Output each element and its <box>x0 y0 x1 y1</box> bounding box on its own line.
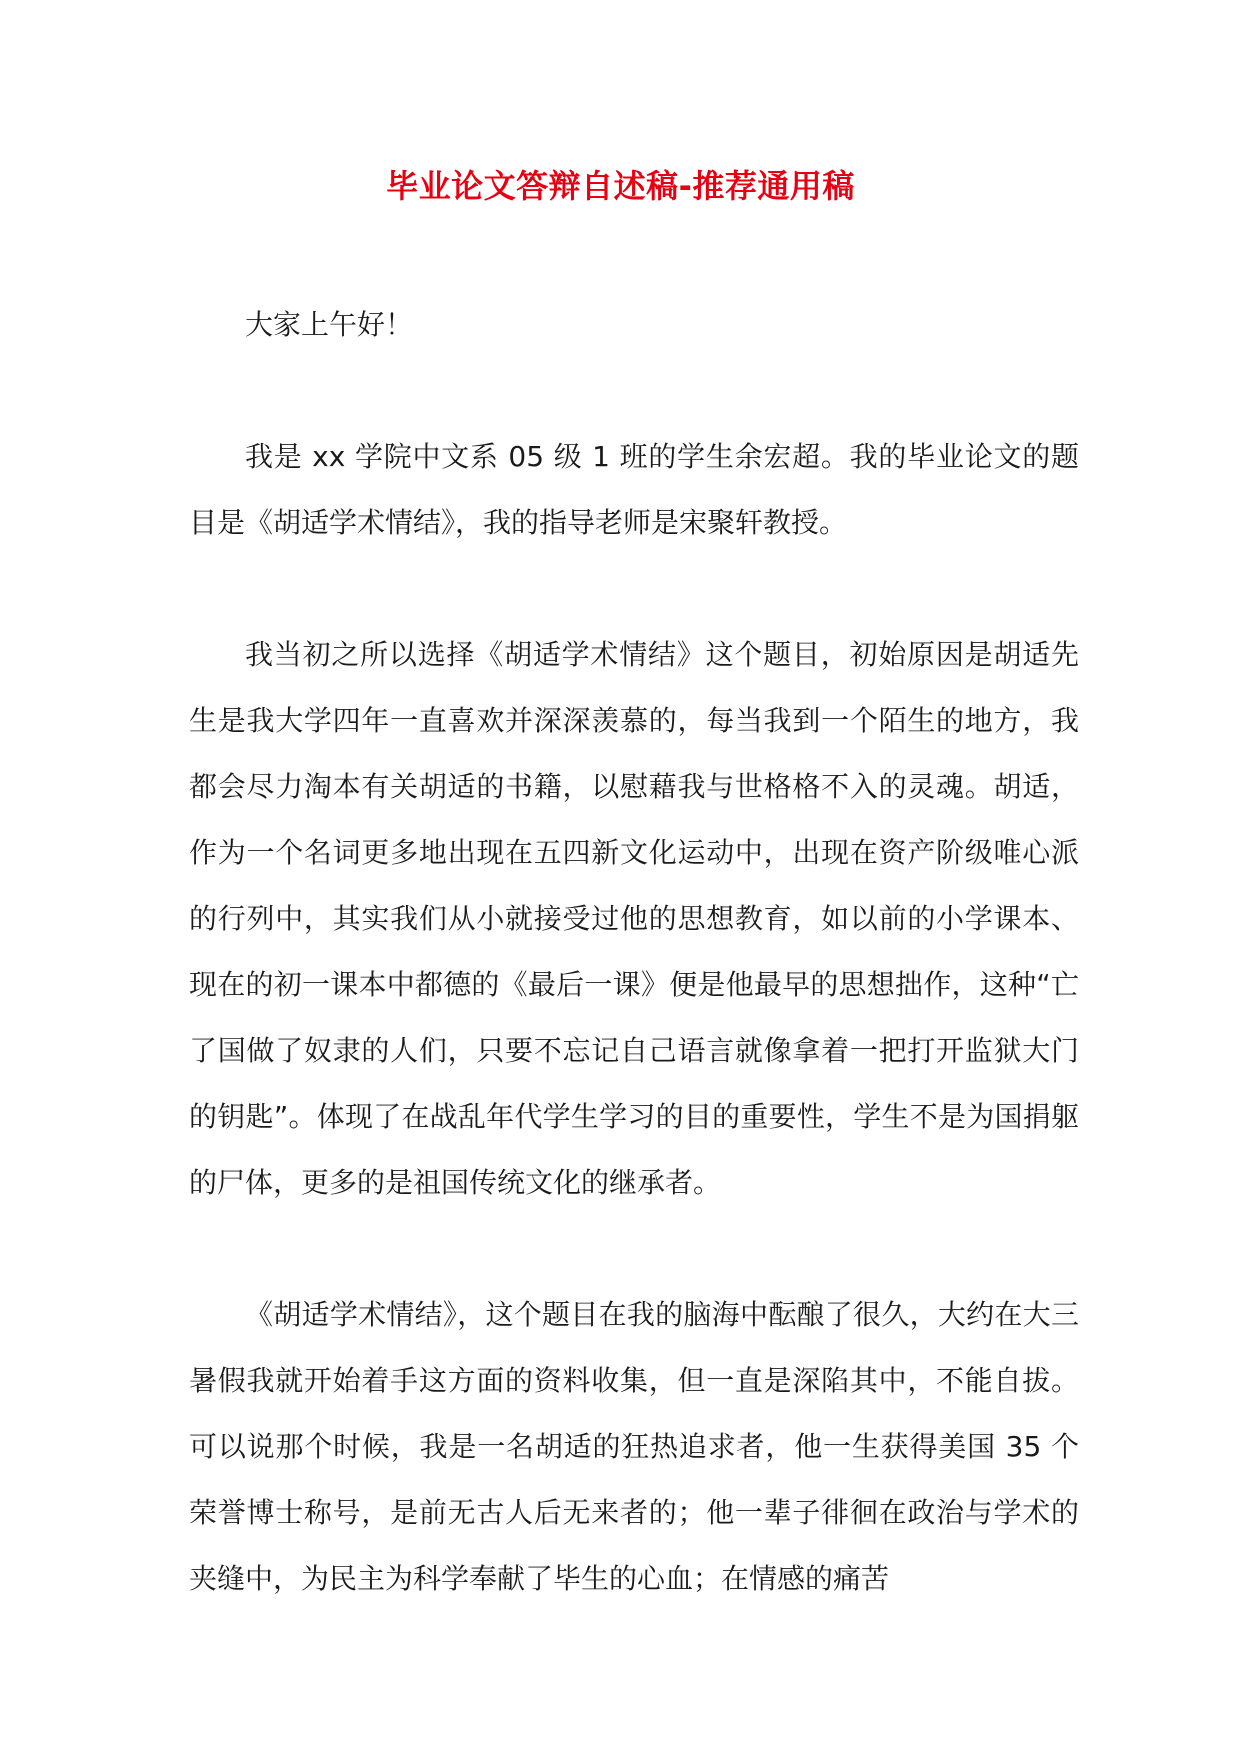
document-title: 毕业论文答辩自述稿-推荐通用稿 <box>386 167 855 205</box>
paragraph-introduction: 我是 xx 学院中文系 05 级 1 班的学生余宏超。我的毕业论文的题目是《胡适学术情结》，我的指导老师是宋聚轩教授。 <box>189 440 1079 539</box>
paragraph-topic-reason: 我当初之所以选择《胡适学术情结》这个题目，初始原因是胡适先生是我大学四年一直喜欢并深深羡慕的，每当我到一个陌生的地方，我都会尽力淘本有关胡适的书籍，以慰藉我与世格格不入的灵魂。胡适，作为一个名词更多地出现在五四新文化运动中，出现在资产阶级唯心派的行列中，其实我们从小就接受过他的思想教育，如以前的小学课本、现在的初一课本中都德的《最后一课》便是他最早的思想拙作，这种“亡了国做了奴隶的人们，只要不忘记自己语言就像拿着一把打开监狱大门的钥匙”。体现了在战乱年代学生学习的目的重要性，学生不是为国捐躯的尸体，更多的是祖国传统文化的继承者。 <box>189 638 1079 1199</box>
paragraph-topic-development: 《胡适学术情结》，这个题目在我的脑海中酝酿了很久，大约在大三暑假我就开始着手这方面的资料收集，但一直是深陷其中，不能自拔。可以说那个时候，我是一名胡适的狂热追求者，他一生获得美国 35 个荣誉博士称号，是前无古人后无来者的；他一辈子徘徊在政治与学术的夹缝中，为民主为科学奉献了毕生的心血；在情感的痛苦 <box>189 1298 1079 1595</box>
paragraph-greeting: 大家上午好！ <box>245 308 414 341</box>
document-body <box>189 292 1079 1612</box>
